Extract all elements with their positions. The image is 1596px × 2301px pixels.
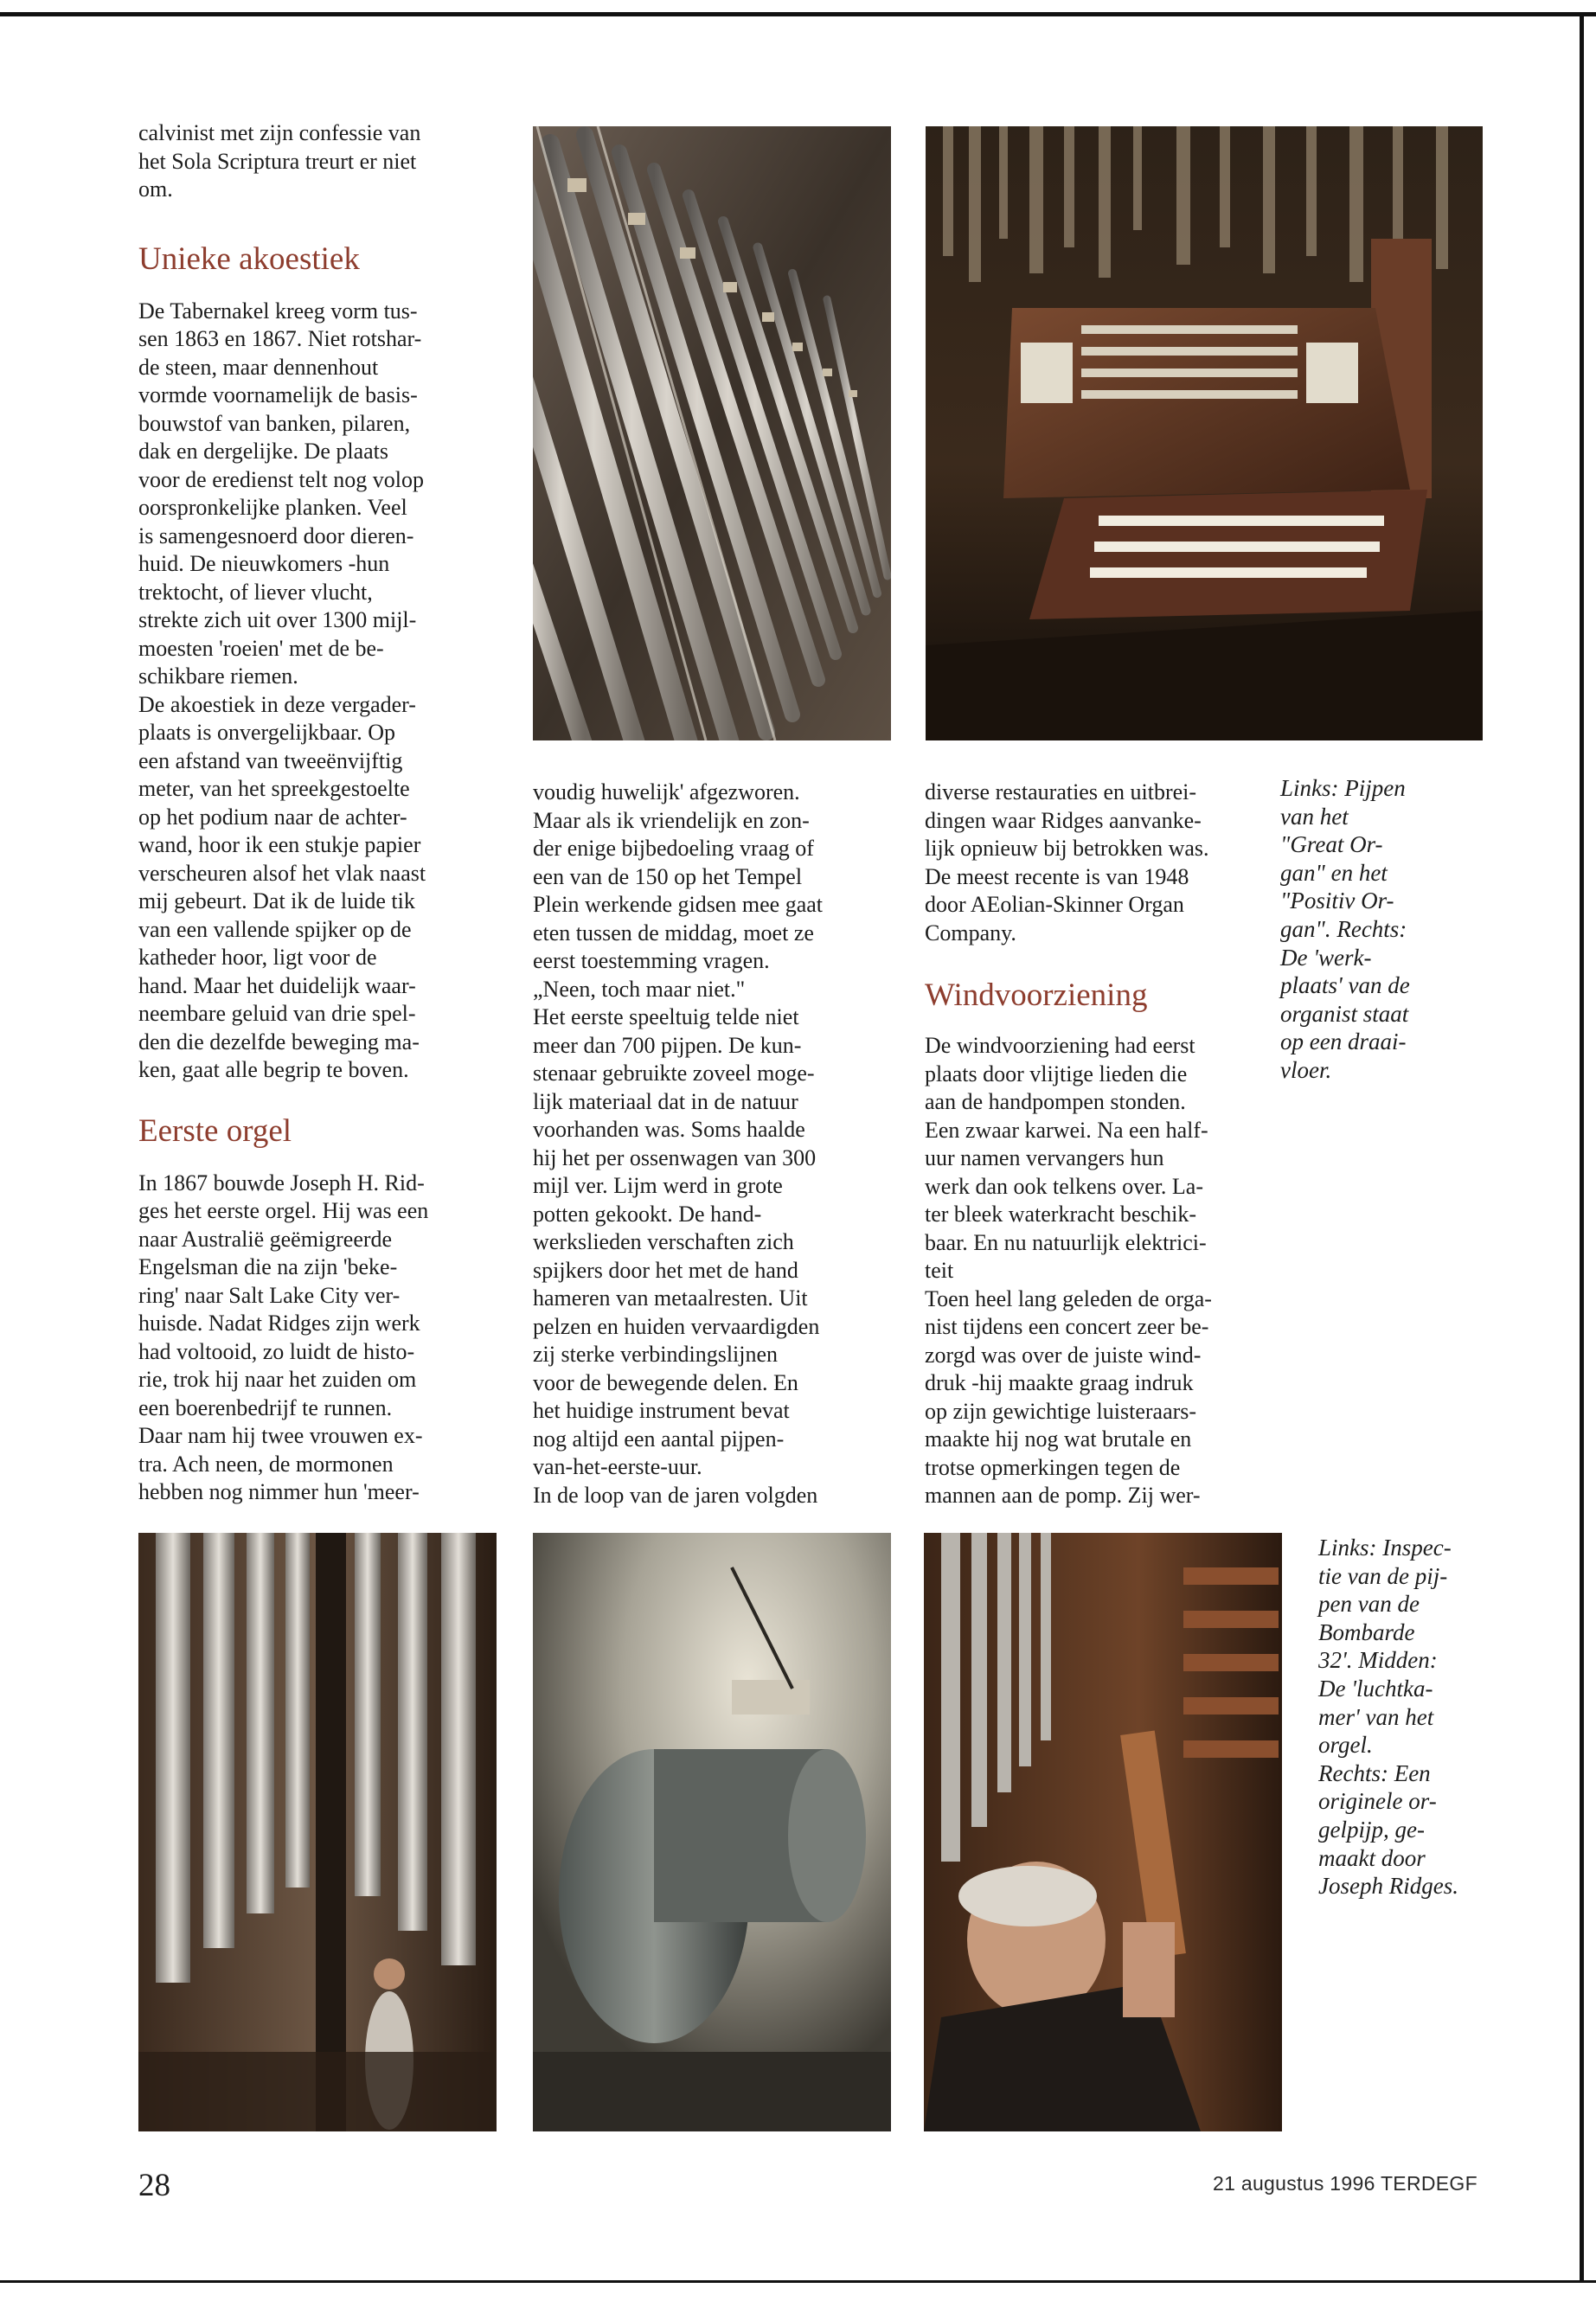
top-rule bbox=[0, 12, 1596, 16]
right-rule bbox=[1580, 12, 1584, 2280]
page-number: 28 bbox=[138, 2168, 170, 2203]
article-column-1 bbox=[138, 119, 502, 1507]
paragraph-windvoorziening: De windvoorziening had eerst plaats door vlijtige lieden die aan de handpompen stonden. Een zwaar karwei. Na een half- uur namen vervangers hun werk dan ook telkens over. La- ter bleek waterkracht beschik- baar. En nu natuurlijk elektrici- teit Toen heel lang geleden de orga- nist tijdens een concert zeer be- zorgd was over de juiste wind- druk -hij maakte graag indruk op zijn gewichtige luisteraars- maakte hij nog wat brutale en trotse opmerkingen tegen de mannen aan de pomp. Zij wer- bbox=[925, 1033, 1212, 1508]
heading-unieke-akoestiek: Unieke akoestiek bbox=[138, 240, 360, 277]
photo-luchtkamer bbox=[533, 1533, 891, 2131]
paragraph-col2: voudig huwelijk' afgezworen. Maar als ik vriendelijk en zon- der enige bijbedoeling vraag of een van de 150 op het Tempel Plein werkende gidsen mee gaat eten tussen de middag, moet ze eerst toestemming vragen. „Neen, toch maar niet." Het eerste speeltuig telde niet meer dan 700 pijpen. De kun- stenaar gebruikte zoveel moge- lijk materiaal dat in de natuur voorhanden was. Soms haalde hij het per ossenwagen van 300 mijl ver. Lijm werd in grote potten gekookt. De hand- werkslieden verschaften zich spijkers door het met de hand hameren van metaalresten. Uit pelzen en huiden vervaardigden zij sterke verbindingslijnen voor de bewegende delen. En het huidige instrument bevat nog altijd een aantal pijpen- van-het-eerste-uur. In de loop van de jaren volgden bbox=[533, 779, 823, 1508]
article-column-2 bbox=[533, 779, 896, 1509]
paragraph-eerste-orgel: In 1867 bouwde Joseph H. Rid- ges het eerste orgel. Hij was een naar Australië geëmigreerde Engelsman die na zijn 'beke- ring' naar Salt Lake City ver- huisde. Nadat Ridges zijn werk had voltooid, zo luidt de histo- rie, trok hij naar het zuiden om een boerenbedrijf te runnen. Daar nam hij twee vrouwen ex- tra. Ach neen, de mormonen hebben nog nimmer hun 'meer- bbox=[138, 1170, 429, 1504]
footer-date-publication: 21 augustus 1996 TERDEGF bbox=[1213, 2172, 1477, 2195]
article-column-3 bbox=[925, 779, 1288, 1510]
intro-paragraph: calvinist met zijn confessie van het Sola Scriptura treurt er niet om. bbox=[138, 120, 421, 202]
photo-originele-orgelpijp bbox=[924, 1533, 1282, 2131]
paragraph-akoestiek: De Tabernakel kreeg vorm tus- sen 1863 en 1867. Niet rotshar- de steen, maar dennenhout vormde voornamelijk de basis- bouwstof van banken, pilaren, dak en dergelijke. De plaats voor de eredienst telt nog volop oorspronkelijke planken. Veel is samengesnoerd door dieren- huid. De nieuwkomers -hun trektocht, of liever vlucht, strekte zich uit over 1300 mijl- moesten 'roeien' met de be- schikbare riemen. De akoestiek in deze vergader- plaats is onvergelijkbaar. Op een afstand van tweeënvijftig meter, van het spreekgestoelte op het podium naar de achter- wand, hoor ik een stukje papier verscheuren alsof het vlak naast mij gebeurt. Dat ik de luide tik van een vallende spijker op de katheder hoor, ligt voor de hand. Maar het duidelijk waar- neembare geluid van drie spel- den die dezelfde beweging ma- ken, gaat alle begrip te boven. bbox=[138, 298, 426, 1082]
heading-eerste-orgel: Eerste orgel bbox=[138, 1112, 292, 1149]
paragraph-restauraties: diverse restauraties en uitbrei- dingen waar Ridges aanvanke- lijk opnieuw bij betrokken was. De meest recente is van 1948 door AEolian-Skinner Organ Company. bbox=[925, 779, 1209, 945]
bottom-rule bbox=[0, 2280, 1596, 2283]
heading-windvoorziening: Windvoorziening bbox=[925, 977, 1148, 1013]
photo-organ-pipes bbox=[533, 126, 891, 740]
photo-bombarde-inspection bbox=[138, 1533, 497, 2131]
caption-top-photos: Links: Pijpen van het "Great Or- gan" en het "Positiv Or- gan". Rechts: De 'werk- plaats' van de organist staat op een draai- vloer. bbox=[1280, 775, 1410, 1083]
caption-bottom-photos: Links: Inspec- tie van de pij- pen van de Bombarde 32'. Midden: De 'luchtka- mer' van het orgel. Rechts: Een originele or- gelpijp, ge- maakt door Joseph Ridges. bbox=[1318, 1535, 1458, 1900]
photo-organ-console bbox=[926, 126, 1483, 740]
